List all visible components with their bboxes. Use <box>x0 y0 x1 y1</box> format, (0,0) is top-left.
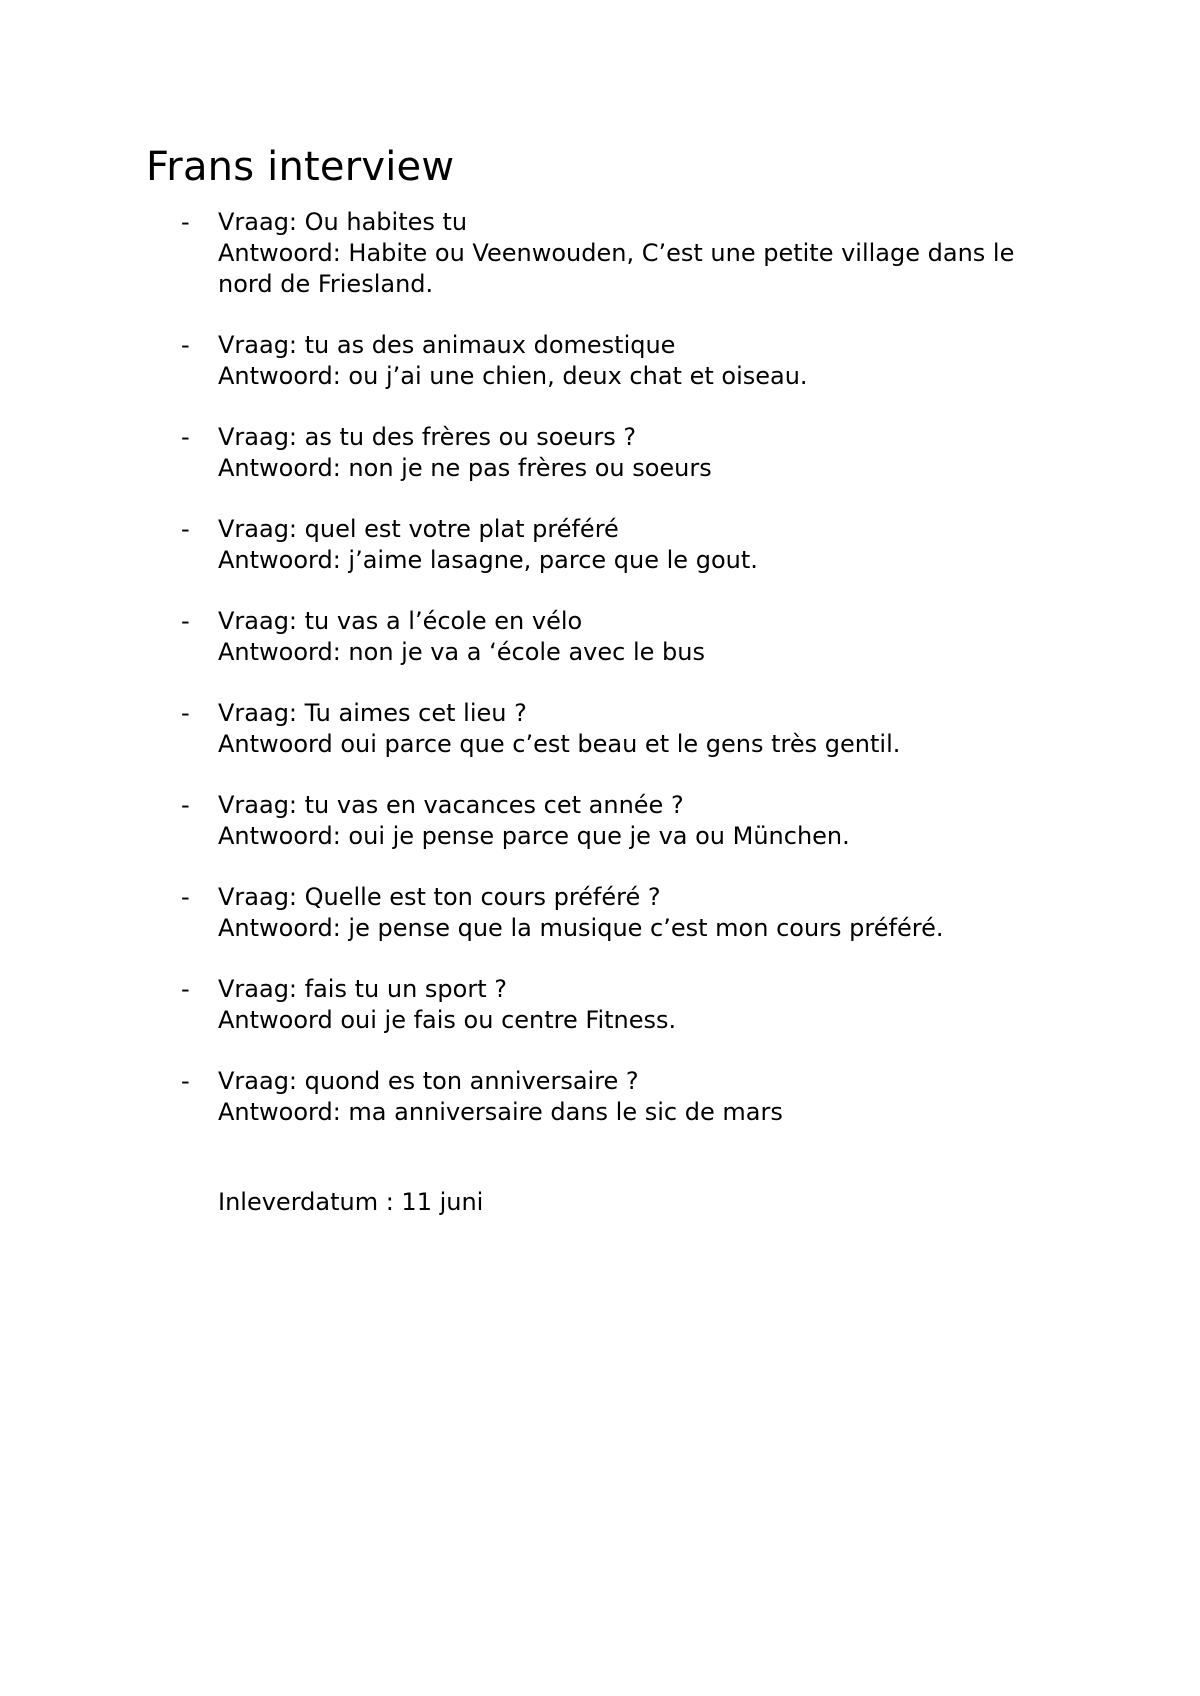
question-text: Vraag: fais tu un sport ? <box>218 975 507 1003</box>
answer-text: Antwoord oui je fais ou centre Fitness. <box>218 1006 677 1034</box>
bullet-dash: - <box>181 791 190 819</box>
list-item <box>0 790 1048 852</box>
interview-question-list <box>0 207 1200 1158</box>
question-text: Vraag: quond es ton anniversaire ? <box>218 1067 639 1095</box>
answer-text: Antwoord: Habite ou Veenwouden, C’est une petite village dans le nord de Friesland. <box>218 239 1015 298</box>
list-item <box>0 606 1048 668</box>
answer-text: Antwoord: oui je pense parce que je va ou München. <box>218 822 850 850</box>
answer-text: Antwoord: ou j’ai une chien, deux chat et oiseau. <box>218 362 808 390</box>
document-title: Frans interview <box>146 144 455 190</box>
question-text: Vraag: as tu des frères ou soeurs ? <box>218 423 637 451</box>
answer-text: Antwoord: j’aime lasagne, parce que le gout. <box>218 546 758 574</box>
list-item <box>0 330 1048 392</box>
bullet-dash: - <box>181 423 190 451</box>
answer-text: Antwoord oui parce que c’est beau et le gens très gentil. <box>218 730 901 758</box>
question-text: Vraag: Quelle est ton cours préféré ? <box>218 883 661 911</box>
bullet-dash: - <box>181 515 190 543</box>
question-text: Vraag: tu vas en vacances cet année ? <box>218 791 684 819</box>
answer-text: Antwoord: non je ne pas frères ou soeurs <box>218 454 712 482</box>
answer-text: Antwoord: ma anniversaire dans le sic de mars <box>218 1098 783 1126</box>
list-item <box>0 698 1048 760</box>
list-item <box>0 974 1048 1036</box>
question-text: Vraag: tu vas a l’école en vélo <box>218 607 583 635</box>
bullet-dash: - <box>181 1067 190 1095</box>
due-date: Inleverdatum : 11 juni <box>218 1188 484 1216</box>
question-text: Vraag: Ou habites tu <box>218 208 468 236</box>
bullet-dash: - <box>181 883 190 911</box>
question-text: Vraag: tu as des animaux domestique <box>218 331 676 359</box>
bullet-dash: - <box>181 607 190 635</box>
answer-text: Antwoord: non je va a ‘école avec le bus <box>218 638 705 666</box>
bullet-dash: - <box>181 331 190 359</box>
question-text: Vraag: quel est votre plat préféré <box>218 515 619 543</box>
bullet-dash: - <box>181 208 190 236</box>
list-item <box>0 1066 1048 1128</box>
answer-text: Antwoord: je pense que la musique c’est mon cours préféré. <box>218 914 944 942</box>
list-item <box>0 207 1048 300</box>
list-item <box>0 514 1048 576</box>
bullet-dash: - <box>181 975 190 1003</box>
question-text: Vraag: Tu aimes cet lieu ? <box>218 699 527 727</box>
list-item <box>0 882 1048 944</box>
list-item <box>0 422 1048 484</box>
bullet-dash: - <box>181 699 190 727</box>
